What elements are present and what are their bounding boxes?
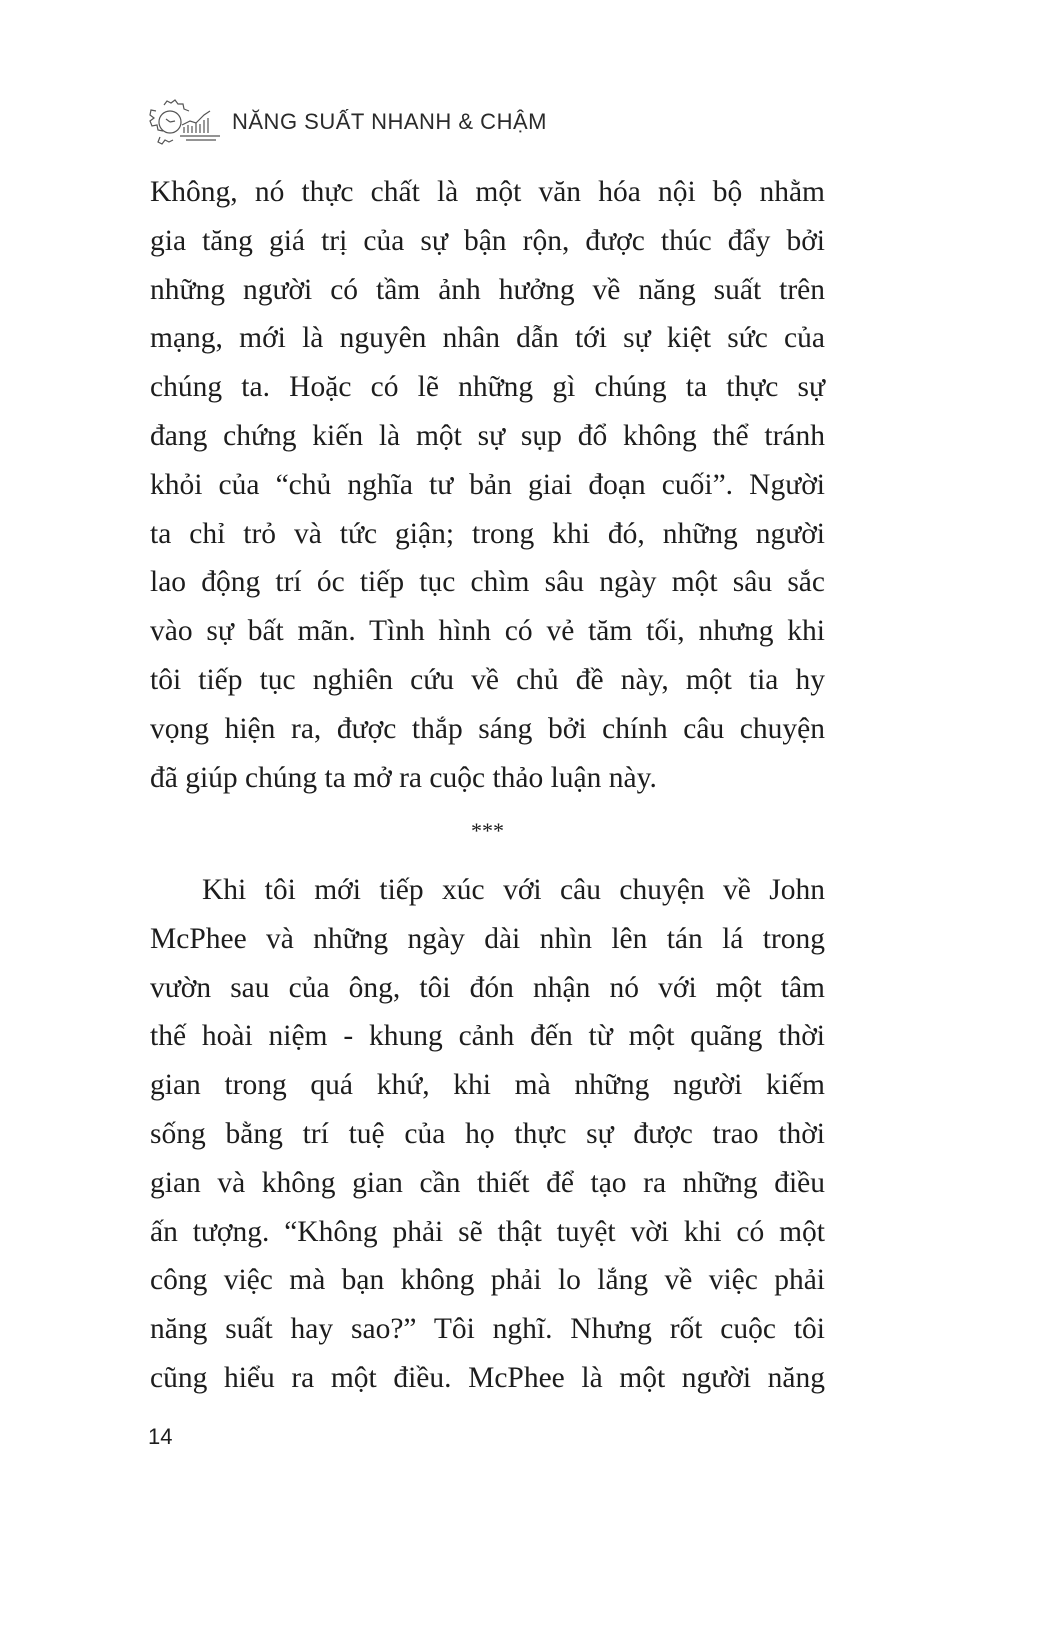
section-separator: ***: [471, 818, 504, 843]
text-line: đang chứng kiến là một sự sụp đổ không thể tránh: [150, 419, 825, 452]
text-line: thế hoài niệm - khung cảnh đến từ một quãng thời: [150, 1020, 825, 1053]
text-line: lao động trí óc tiếp tục chìm sâu ngày một sâu sắc: [150, 566, 825, 599]
text-line: McPhee và những ngày dài nhìn lên tán lá trong: [150, 922, 825, 955]
paragraph-1: [150, 168, 825, 802]
gear-clock-chart-icon: [146, 97, 224, 147]
page-number: 14: [148, 1424, 173, 1449]
text-line: ta chỉ trỏ và tức giận; trong khi đó, những người: [150, 517, 825, 550]
text-line: sống bằng trí tuệ của họ thực sự được trao thời: [150, 1117, 825, 1150]
text-line: năng suất hay sao?” Tôi nghĩ. Nhưng rốt cuộc tôi: [150, 1313, 825, 1346]
text-line: vườn sau của ông, tôi đón nhận nó với một tâm: [150, 971, 825, 1004]
text-line: vào sự bất mãn. Tình hình có vẻ tăm tối, nhưng khi: [150, 615, 825, 648]
text-line: khỏi của “chủ nghĩa tư bản giai đoạn cuối”. Người: [150, 468, 825, 501]
paragraph-2: [150, 866, 825, 1403]
text-line: tôi tiếp tục nghiên cứu về chủ đề này, một tia hy: [150, 663, 825, 696]
text-line: Không, nó thực chất là một văn hóa nội bộ nhằm: [150, 176, 825, 208]
text-line: mạng, mới là nguyên nhân dẫn tới sự kiệt sức của: [150, 322, 825, 355]
text-line: ấn tượng. “Không phải sẽ thật tuyệt vời khi có một: [150, 1215, 825, 1248]
text-line: Khi tôi mới tiếp xúc với câu chuyện về John: [202, 874, 825, 906]
text-line: đã giúp chúng ta mở ra cuộc thảo luận này.: [150, 761, 657, 794]
text-line: cũng hiểu ra một điều. McPhee là một người năng: [150, 1361, 825, 1394]
text-line: gian trong quá khứ, khi mà những người kiếm: [150, 1069, 825, 1102]
book-title: NĂNG SUẤT NHANH & CHẬM: [232, 109, 547, 134]
text-line: vọng hiện ra, được thắp sáng bởi chính câu chuyện: [150, 712, 825, 745]
running-header: [146, 96, 547, 148]
text-line: những người có tầm ảnh hưởng về năng suất trên: [150, 273, 825, 306]
text-line: công việc mà bạn không phải lo lắng về việc phải: [150, 1264, 825, 1297]
text-line: gia tăng giá trị của sự bận rộn, được thúc đẩy bởi: [150, 224, 825, 257]
text-line: gian và không gian cần thiết để tạo ra những điều: [150, 1166, 825, 1199]
text-line: chúng ta. Hoặc có lẽ những gì chúng ta thực sự: [150, 371, 825, 404]
